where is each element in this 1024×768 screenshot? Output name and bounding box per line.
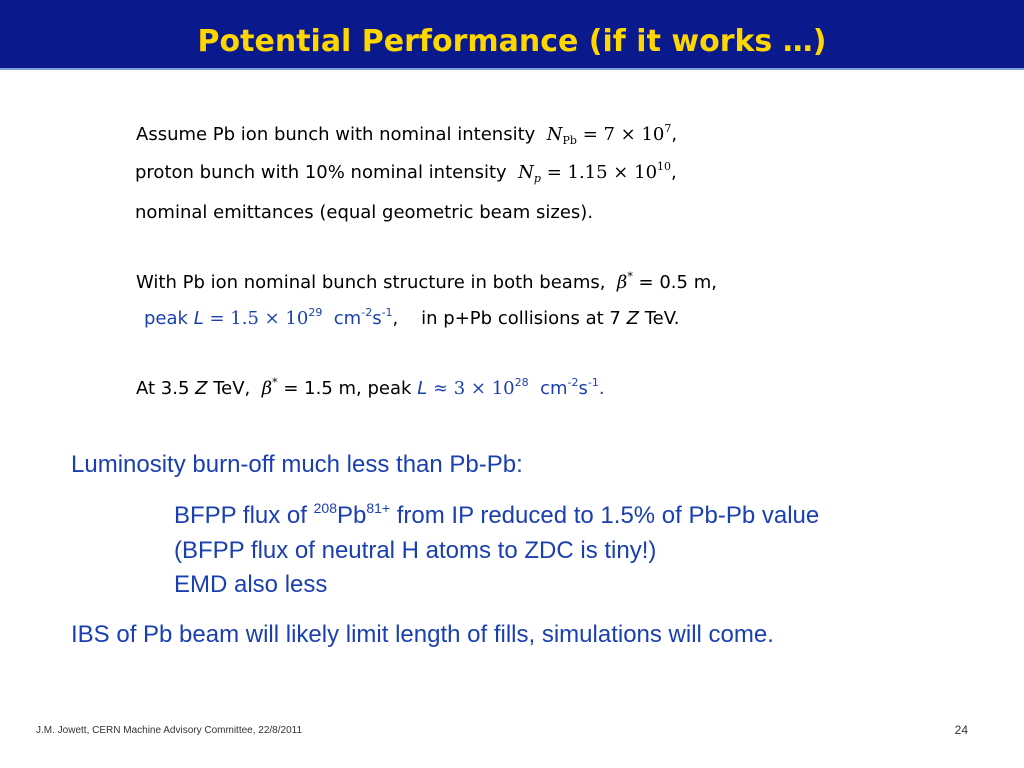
bullet-neutral-h: (BFPP flux of neutral H atoms to ZDC is tiny!) [174,537,657,564]
intensity-p-text: proton bunch with 10% nominal intensity [135,162,507,183]
unit-s: s [372,308,382,329]
unit-cm-exponent: -2 [567,376,579,389]
luminosity-value: ≈ 3 × 10 [432,378,515,399]
bfpp-pre: BFPP flux of [174,502,314,529]
beta-star: * [272,376,278,389]
beta-star: * [627,270,633,283]
beta-star-value: = 0.5 m, [638,272,717,293]
intensity-line-pb [136,124,677,146]
energy-value: At 3.5 [136,378,190,399]
bullet-emd: EMD also less [174,571,328,598]
l-symbol: L [193,308,204,329]
bfpp-post: from IP reduced to 1.5% of Pb-Pb value [390,502,820,529]
luminosity-exponent: 28 [514,376,529,389]
p-intensity-value: = 1.15 × 10 [546,162,658,183]
ion-charge: 81+ [366,500,391,516]
emittance-text: nominal emittances (equal geometric beam sizes). [135,202,594,223]
bunch-structure-text: With Pb ion nominal bunch structure in both beams, [136,272,606,293]
pb-element: Pb [336,502,367,529]
low-energy-line [136,378,605,400]
peak-label: peak [144,308,188,329]
isotope-mass: 208 [313,500,337,516]
page-number: 24 [954,723,968,737]
peak-luminosity-line [144,308,679,330]
bullet-ibs: IBS of Pb beam will likely limit length of fills, simulations will come. [71,621,774,648]
emittance-line [135,202,593,224]
pb-intensity-exponent: 7 [664,122,672,135]
intensity-line-p [135,162,677,184]
unit-s: s [578,378,588,399]
bullet-bfpp-flux [174,502,819,530]
tev-unit: TeV. [644,308,680,329]
p-intensity-exponent: 10 [657,160,672,173]
n-subscript-p: p [533,172,541,185]
z-symbol: Z [626,308,639,329]
unit-s-exponent: -1 [381,306,393,319]
beta-star-value: = 1.5 m, peak [283,378,412,399]
luminosity-exponent: 29 [308,306,323,319]
unit-cm: cm [540,378,568,399]
n-subscript-pb: Pb [562,134,577,147]
title-bar [0,0,1024,70]
comma: , [671,124,678,145]
unit-cm: cm [333,308,362,329]
tev-unit: TeV, [213,378,251,399]
beta-star-line [136,272,717,294]
unit-s-exponent: -1 [587,376,599,389]
footer-credit: J.M. Jowett, CERN Machine Advisory Committee, 22/8/2011 [36,725,303,736]
comma: , [671,162,677,183]
n-symbol: N [518,162,534,183]
l-symbol: L [417,378,428,399]
bullet-burn-off: Luminosity burn-off much less than Pb-Pb: [71,451,523,478]
comma: , [392,308,399,329]
z-symbol: Z [195,378,208,399]
beta-symbol: β [616,272,628,293]
unit-cm-exponent: -2 [361,306,373,319]
slide-title: Potential Performance (if it works …) [197,24,827,59]
intensity-pb-text: Assume Pb ion bunch with nominal intensity [136,124,536,145]
luminosity-value: = 1.5 × 10 [209,308,309,329]
collisions-text: in p+Pb collisions at 7 [421,308,621,329]
beta-symbol: β [261,378,273,399]
n-symbol: N [546,124,563,145]
pb-intensity-value: = 7 × 10 [582,124,665,145]
period: . [598,378,605,399]
